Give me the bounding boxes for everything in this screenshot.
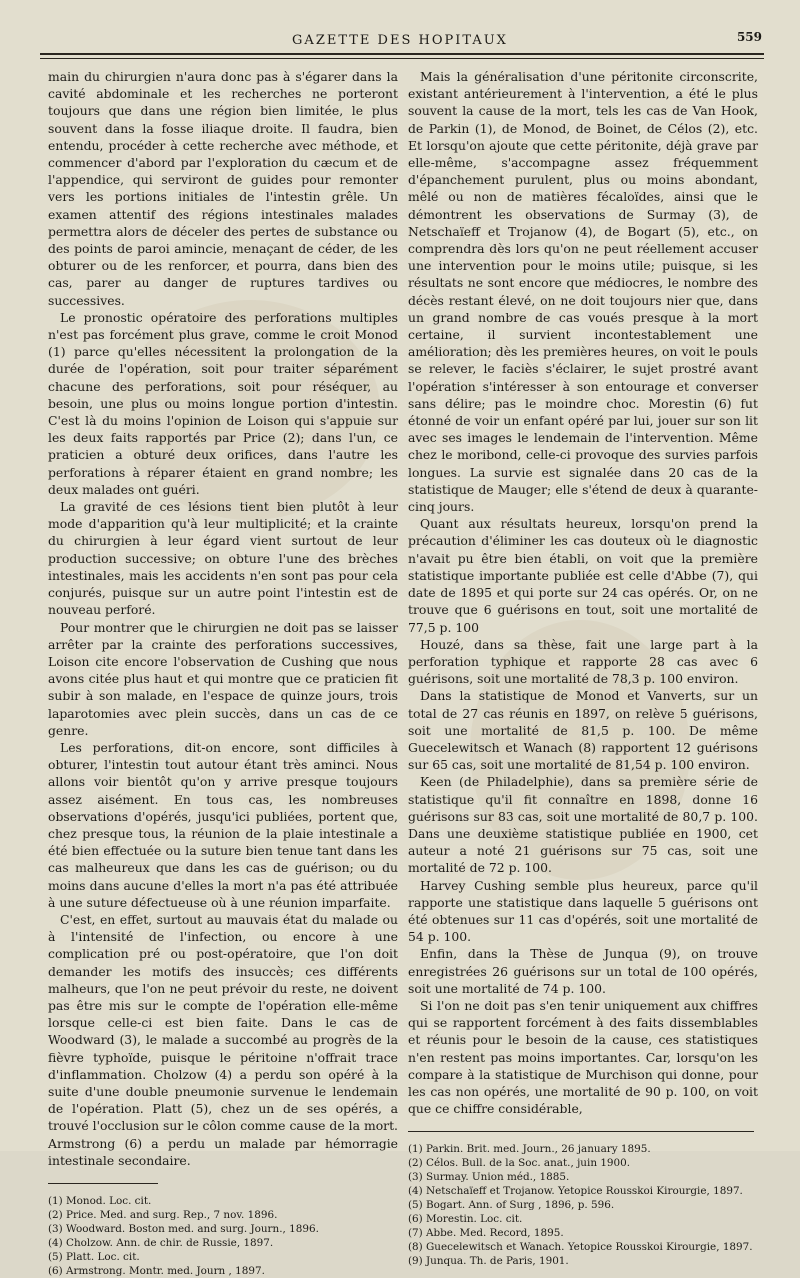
paragraph: Harvey Cushing semble plus heureux, parce qu'il rapporte une statistique dans laquelle 5 guérisons ont été obtenues sur 11 cas d'opérés, soit une mortalité de 54 p. 100. [408, 877, 758, 945]
paragraph: Si l'on ne doit pas s'en tenir uniquement aux chiffres qui se rapportent forcément à des faits dissemblables et réunis pour le besoin de la cause, ces statistiques n'en restent pas moins importantes. Car, lorsqu'on les compare à la statistique de Murchison qui donne, pour les cas non opérés, une mortalité de 90 p. 100, on voit que ce chiffre considérable, [408, 997, 758, 1117]
footnote [408, 1226, 758, 1240]
footnote-rule [48, 1183, 158, 1184]
footnote-text: Guecelewitsch et Wanach. Yetopice Rousskoi Kirourgie, 1897. [426, 1241, 753, 1254]
footnote-number: (3) [408, 1171, 423, 1184]
paragraph: Keen (de Philadelphie), dans sa première série de statistique qu'il fit connaître en 1898, donne 16 guérisons sur 83 cas, soit une mortalité de 80,7 p. 100. Dans une deuxième statistique publiée en 1900, cet auteur a noté 21 guérisons sur 75 cas, soit une mortalité de 72 p. 100. [408, 774, 758, 876]
paragraph: Mais la généralisation d'une péritonite circonscrite, existant antérieurement à l'intervention, a été le plus souvent la cause de la mort, tels les cas de Van Hook, de Parkin (1), de Monod, de Boinet, de Célos (2), etc. Et lorsqu'on ajoute que cette péritonite, déjà grave par elle-même, s'accompagne assez fréquemment d'épanchement purulent, plus ou moins abondant, mêlé ou non de matières fécaloïdes, ainsi que le démontrent les observations de Surmay (3), de Netschaïeff et Trojanow (4), de Bogart (5), etc., on comprendra dès lors qu'on ne peut réellement accuser une intervention pour le moins utile; puisque, si les résultats ne sont encore que médiocres, le nombre des décès restant élevé, on ne doit toujours nier que, dans un grand nombre de cas voués presque à la mort certaine, il survient incontestablement une amélioration; dès les premières heures, on voit le pouls se relever, le faciès s'éclairer, le sujet prostré avant l'opération s'intéresser à son entourage et converser sans délire; pas le moindre choc. Morestin (6) fut étonné de voir un enfant opéré par lui, jouer sur son lit avec ses images le lendemain de l'intervention. Même chez le moribond, celle-ci provoque des survies parfois longues. La survie est signalée dans 20 cas de la statistique de Mauger; elle s'étend de deux à quarante-cinq jours. [408, 69, 758, 515]
footnote [408, 1142, 758, 1156]
footnote-text: Parkin. Brit. med. Journ., 26 january 1895. [426, 1143, 651, 1156]
footnote [48, 1194, 398, 1208]
footnote-text: Morestin. Loc. cit. [426, 1213, 523, 1226]
paragraph: main du chirurgien n'aura donc pas à s'égarer dans la cavité abdominale et les recherches ne porteront toujours que dans une région bien limitée, le plus souvent dans la fosse iliaque droite. Il faudra, bien entendu, procéder à cette recherche avec méthode, et commencer d'abord par l'exploration du cæcum et de l'appendice, qui serviront de guides pour remonter vers les portions initiales de l'intestin grêle. Un examen attentif des régions intestinales malades permettra alors de déceler des pertes de substance ou des points de paroi amincie, menaçant de céder, de les obturer ou de les renforcer, et pourra, dans bien des cas, parer au danger de ruptures tardives ou successives. [48, 69, 398, 308]
paragraph: Les perforations, dit-on encore, sont difficiles à obturer, l'intestin tout autour étant très aminci. Nous allons voir bientôt qu'on y arrive presque toujours assez aisément. En tous cas, les nombreuses observations d'opérés, jusqu'ici publiées, portent que, chez presque tous, la réunion de la plaie intestinale a été bien effectuée ou la suture bien tenue tant dans les cas malheureux que dans les cas de guérison; ou du moins dans aucune d'elles la mort n'a pas été attribuée à une suture défectueuse où à une réunion imparfaite. [48, 739, 398, 910]
footnote-number: (1) [48, 1195, 63, 1207]
footnote-number: (8) [408, 1241, 423, 1254]
footnote-number: (6) [408, 1213, 423, 1226]
left-column [48, 68, 398, 1278]
right-column [408, 68, 758, 1268]
footnote [408, 1212, 758, 1226]
footnote-text: Monod. Loc. cit. [66, 1195, 152, 1207]
footnote-number: (2) [48, 1209, 63, 1221]
paragraph: Quant aux résultats heureux, lorsqu'on prend la précaution d'éliminer les cas douteux où le diagnostic n'avait pu être bien établi, on voit que la première statistique importante publiée est celle d'Abbe (7), qui date de 1895 et qui porte sur 24 cas opérés. Or, on ne trouve que 6 guérisons en tout, soit une mortalité de 77,5 p. 100 [408, 516, 758, 635]
footnote [408, 1156, 758, 1170]
footnote [408, 1184, 758, 1198]
paragraph: Pour montrer que le chirurgien ne doit pas se laisser arrêter par la crainte des perforations successives, Loison cite encore l'observation de Cushing que nous avons citée plus haut et qui montre que ce praticien fit subir à son malade, en l'espace de quinze jours, trois laparotomies avec plein succès, dans un cas de ce genre. [48, 619, 398, 738]
footnote-text: Platt. Loc. cit. [66, 1251, 140, 1263]
footnote-number: (7) [408, 1227, 423, 1240]
footnote [48, 1208, 398, 1222]
footnote-number: (4) [408, 1185, 423, 1198]
paragraph: Le pronostic opératoire des perforations multiples n'est pas forcément plus grave, comme le croit Monod (1) parce qu'elles nécessitent la prolongation de la durée de l'opération, soit pour traiter séparément chacune des perforations, soit pour réséquer, au besoin, une plus ou moins longue portion d'intestin. C'est là du moins l'opinion de Loison qui s'appuie sur les deux faits rapportés par Price (2); dans l'un, ce praticien a obturé deux orifices, dans l'autre les perforations à réparer étaient en grand nombre; les deux malades ont guéri. [48, 309, 398, 497]
paragraph: La gravité de ces lésions tient bien plutôt à leur mode d'apparition qu'à leur multiplicité; et la crainte du chirurgien à leur égard vient surtout de leur production successive; on obture l'une des brèches intestinales, mais les accidents n'en sont pas pour cela conjurés, puisque sur un autre point l'intestin est de nouveau perforé. [48, 499, 398, 618]
footnote-text: Armstrong. Montr. med. Journ , 1897. [66, 1265, 265, 1277]
paragraph: Dans la statistique de Monod et Vanverts, sur un total de 27 cas réunis en 1897, on relève 5 guérisons, soit une mortalité de 81,5 p. 100. De même Guecelewitsch et Wanach (8) rapportent 12 guérisons sur 65 cas, soit une mortalité de 81,54 p. 100 environ. [408, 688, 758, 773]
paragraph: Houzé, dans sa thèse, fait une large part à la perforation typhique et rapporte 28 cas avec 6 guérisons, soit une mortalité de 78,3 p. 100 environ. [408, 636, 758, 687]
header-rule [40, 53, 764, 55]
header-rule [40, 58, 764, 59]
footnote-number: (1) [408, 1143, 423, 1156]
footnote [48, 1236, 398, 1250]
footnote [408, 1198, 758, 1212]
footnote-text: Surmay. Union méd., 1885. [426, 1171, 570, 1184]
footnote-text: Netschaïeff et Trojanow. Yetopice Rousskoi Kirourgie, 1897. [426, 1185, 743, 1198]
footnote-text: Price. Med. and surg. Rep., 7 nov. 1896. [66, 1209, 278, 1221]
running-title: GAZETTE DES HOPITAUX [292, 33, 508, 48]
footnote [48, 1264, 398, 1278]
paragraph: Enfin, dans la Thèse de Junqua (9), on trouve enregistrées 26 guérisons sur un total de 100 opérés, soit une mortalité de 74 p. 100. [408, 946, 758, 996]
left-footnotes [48, 1194, 398, 1278]
page-number: 559 [736, 30, 762, 44]
footnote-text: Woodward. Boston med. and surg. Journ., 1896. [66, 1223, 319, 1235]
footnote-number: (5) [48, 1251, 63, 1263]
footnote-rule [408, 1131, 754, 1132]
footnote-text: Junqua. Th. de Paris, 1901. [426, 1255, 569, 1268]
footnote-text: Célos. Bull. de la Soc. anat., juin 1900. [426, 1157, 631, 1170]
footnote-number: (2) [408, 1157, 423, 1170]
footnote-text: Bogart. Ann. of Surg , 1896, p. 596. [426, 1199, 615, 1212]
footnote-number: (6) [48, 1265, 63, 1277]
footnote-number: (5) [408, 1199, 423, 1212]
right-footnotes [408, 1142, 758, 1268]
paragraph: C'est, en effet, surtout au mauvais état du malade ou à l'intensité de l'infection, ou encore à une complication pré ou post-opératoire, que l'on doit demander les motifs des insuccès; ces différents malheurs, que l'on ne peut prévoir du reste, ne doivent pas être mis sur le compte de l'opération elle-même lorsque celle-ci est bien faite. Dans le cas de Woodward (3), le malade a succombé au progrès de la fièvre typhoïde, puisque le péritoine n'offrait trace d'inflammation. Cholzow (4) a perdu son opéré à la suite d'une double pneumonie survenue le lendemain de l'opération. Platt (5), chez un de ses opérés, a trouvé l'occlusion sur le côlon comme cause de la mort. Armstrong (6) a perdu un malade par hémorragie intestinale secondaire. [48, 911, 398, 1168]
footnote [408, 1240, 758, 1254]
footnote [48, 1250, 398, 1264]
footnote [408, 1170, 758, 1184]
footnote [48, 1222, 398, 1236]
footnote-number: (3) [48, 1223, 63, 1235]
footnote [408, 1254, 758, 1268]
footnote-text: Cholzow. Ann. de chir. de Russie, 1897. [66, 1237, 274, 1249]
footnote-text: Abbe. Med. Record, 1895. [426, 1227, 564, 1240]
footnote-number: (4) [48, 1237, 63, 1249]
footnote-number: (9) [408, 1255, 423, 1268]
